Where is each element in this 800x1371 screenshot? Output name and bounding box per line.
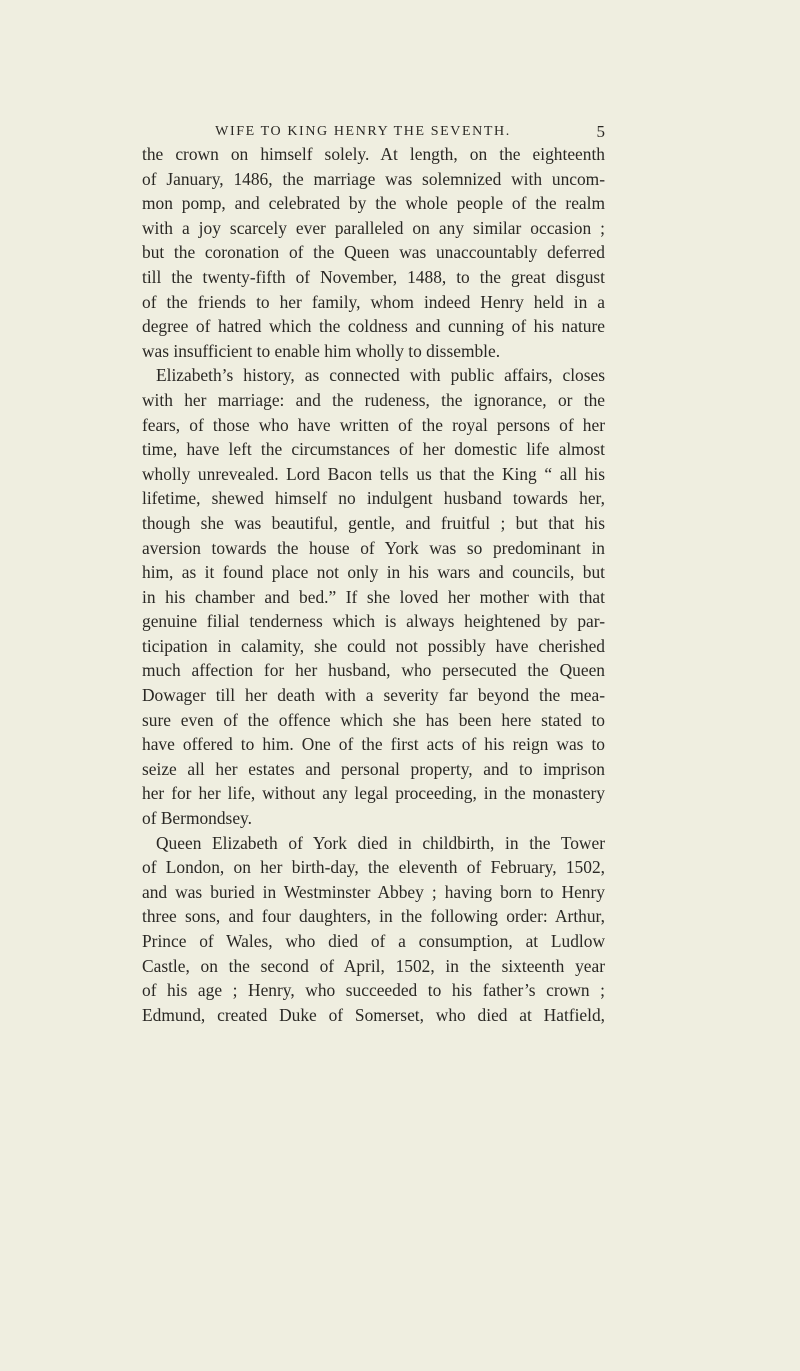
paragraph-start-line: Queen Elizabeth of York died in childbirth, in the Tower: [156, 832, 605, 853]
text-line: Dowager till her death with a severity far beyond the mea-: [142, 685, 605, 706]
text-line: but the coronation of the Queen was unaccountably deferred: [142, 242, 605, 263]
text-line: much affection for her husband, who persecuted the Queen: [142, 660, 605, 681]
text-line: the crown on himself solely. At length, on the eighteenth: [142, 144, 605, 164]
text-line: have offered to him. One of the first acts of his reign was to: [142, 734, 605, 755]
running-head: [143, 121, 605, 143]
text-line: aversion towards the house of York was so predominant in: [142, 537, 605, 558]
text-line: degree of hatred which the coldness and cunning of his nature: [142, 316, 605, 337]
text-line: three sons, and four daughters, in the following order: Arthur,: [142, 906, 605, 927]
text-line: Prince of Wales, who died of a consumption, at Ludlow: [142, 931, 605, 951]
body-text: [142, 142, 605, 1027]
running-title: WIFE TO KING HENRY THE SEVENTH.: [215, 124, 511, 139]
text-line: was insufficient to enable him wholly to dissemble.: [142, 340, 501, 361]
text-line: time, have left the circumstances of her domestic life almost: [142, 439, 605, 460]
paragraph-start-line: Elizabeth’s history, as connected with public affairs, closes: [156, 365, 605, 386]
text-line: with her marriage: and the rudeness, the ignorance, or the: [142, 389, 605, 410]
text-line: Edmund, created Duke of Somerset, who died at Hatfield,: [142, 1004, 605, 1025]
text-line: and was buried in Westminster Abbey ; having born to Henry: [142, 881, 605, 902]
text-line: of the friends to her family, whom indeed Henry held in a: [142, 291, 605, 312]
text-line: fears, of those who have written of the royal persons of her: [142, 414, 605, 435]
page-number: 5: [596, 122, 605, 141]
text-line: her for her life, without any legal proceeding, in the monastery: [142, 783, 605, 804]
text-line: of Bermondsey.: [142, 808, 252, 829]
text-line: though she was beautiful, gentle, and fruitful ; but that his: [142, 512, 605, 533]
text-line: of January, 1486, the marriage was solemnized with uncom-: [142, 168, 605, 189]
text-line: wholly unrevealed. Lord Bacon tells us that the King “ all his: [142, 463, 605, 484]
text-line: in his chamber and bed.” If she loved her mother with that: [142, 586, 605, 607]
text-line: mon pomp, and celebrated by the whole people of the realm: [142, 193, 605, 214]
text-line: sure even of the offence which she has been here stated to: [142, 709, 605, 730]
text-line: genuine filial tenderness which is always heightened by par-: [142, 611, 605, 632]
text-line: Castle, on the second of April, 1502, in the sixteenth year: [142, 955, 605, 976]
text-line: with a joy scarcely ever paralleled on any similar occasion ;: [142, 217, 605, 238]
text-line: of London, on her birth-day, the eleventh of February, 1502,: [142, 857, 605, 878]
text-line: him, as it found place not only in his wars and councils, but: [142, 562, 605, 583]
text-line: seize all her estates and personal property, and to imprison: [142, 758, 605, 779]
text-line: till the twenty-fifth of November, 1488, to the great disgust: [142, 266, 605, 287]
text-line: of his age ; Henry, who succeeded to his father’s crown ;: [142, 980, 605, 1001]
text-line: lifetime, shewed himself no indulgent husband towards her,: [142, 488, 605, 509]
text-line: ticipation in calamity, she could not possibly have cherished: [142, 635, 605, 656]
